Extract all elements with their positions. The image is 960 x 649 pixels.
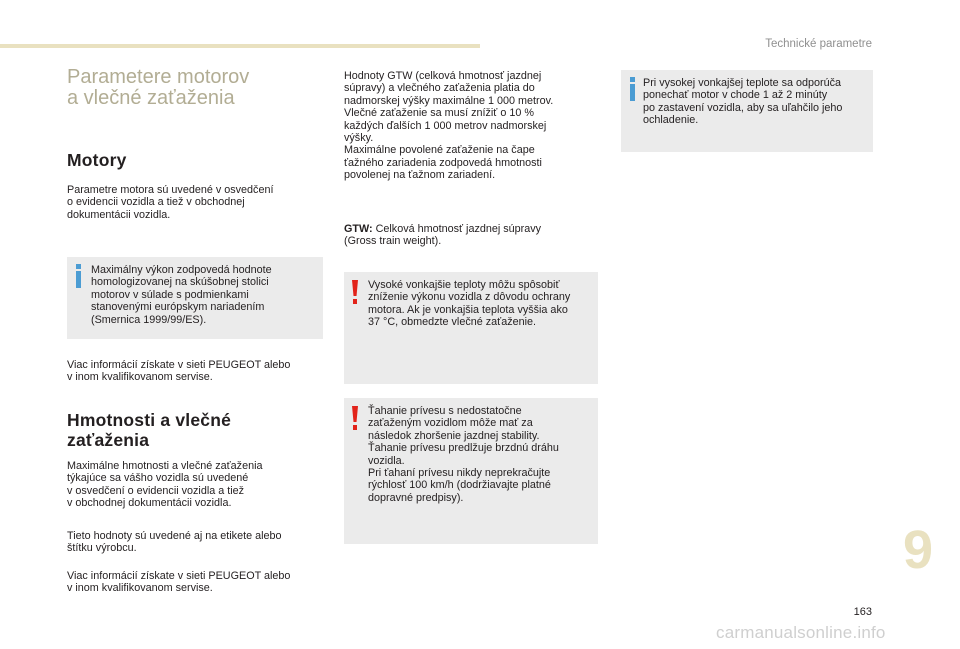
text-line: rýchlosť 100 km/h (dodržiavajte platné <box>368 479 551 492</box>
text-line: Pri ťahaní prívesu nikdy neprekračujte <box>368 467 551 480</box>
text-line: Vysoké vonkajšie teploty môžu spôsobiť <box>368 279 560 291</box>
heading-line: Hmotnosti a vlečné <box>67 410 232 430</box>
text-line: Parametre motora sú uvedené v osvedčení <box>67 184 274 196</box>
text-line: v inom kvalifikovanom servise. <box>67 371 213 384</box>
text-line: Maximálne povolené zaťaženie na čape <box>344 144 535 157</box>
text-line: Viac informácií získate v sieti PEUGEOT alebo <box>67 570 291 582</box>
text-line: motora. Ak je vonkajšia teplota vyššia ako <box>368 303 568 316</box>
text-line: Maximálne hmotnosti a vlečné zaťaženia <box>67 460 263 472</box>
text-line: v obchodnej dokumentácii vozidla. <box>67 497 232 510</box>
text-line: motorov v súlade s podmienkami <box>91 288 249 301</box>
warning-box-temperature <box>344 272 598 384</box>
text-line: zníženie výkonu vozidla z dôvodu ochrany <box>368 291 571 304</box>
page-number: 163 <box>853 606 872 618</box>
text-line <box>344 223 594 235</box>
text-line: Ťahanie prívesu predlžuje brzdnú dráhu <box>368 442 559 455</box>
text-line: ponechať motor v chode 1 až 2 minúty <box>643 89 828 102</box>
warning-icon <box>350 280 360 304</box>
gtw-label: GTW: <box>344 223 373 235</box>
watermark: carmanualsonline.info <box>716 623 886 642</box>
text-line: týkajúce sa vášho vozidla sú uvedené <box>67 472 249 485</box>
gtw-paragraph <box>344 70 594 182</box>
info-box-power <box>67 257 323 339</box>
info-icon <box>73 264 85 288</box>
text-line: Vlečné zaťaženie sa musí znížiť o 10 % <box>344 107 534 120</box>
text-line: Viac informácií získate v sieti PEUGEOT alebo <box>67 359 291 371</box>
motory-paragraph-2 <box>67 359 329 384</box>
text-line: následok zhoršenie jazdnej stability. <box>368 429 540 442</box>
text-line: ťažného zariadenia zodpovedá hmotnosti <box>344 156 542 169</box>
text-line: v inom kvalifikovanom servise. <box>67 582 213 595</box>
text-line: v osvedčení o evidencii vozidla a tiež <box>67 484 245 497</box>
text-line: Ťahanie prívesu s nedostatočne <box>368 405 522 417</box>
page-title-line-2: a vlečné zaťaženia <box>67 87 235 109</box>
header-rule <box>0 44 480 48</box>
hmotnosti-paragraph-3 <box>67 570 329 595</box>
heading-hmotnosti <box>67 410 231 450</box>
text-line: povolenej na ťažnom zariadení. <box>344 169 496 182</box>
text-line: nadmorskej výšky maximálne 1 000 metrov. <box>344 94 554 107</box>
warning-box-trailer <box>344 398 598 544</box>
text-line: po zastavení vozidla, aby sa uľahčilo jeho <box>643 101 843 114</box>
section-title: Technické parametre <box>765 38 872 50</box>
text-line: 37 °C, obmedzte vlečné zaťaženie. <box>368 316 537 329</box>
text-line: dopravné predpisy). <box>368 491 464 504</box>
gtw-definition <box>344 223 594 248</box>
heading-line: zaťaženia <box>67 430 150 450</box>
motory-paragraph-1 <box>67 184 327 221</box>
text-line: dokumentácii vozidla. <box>67 208 171 221</box>
heading-motory: Motory <box>67 150 127 170</box>
hmotnosti-paragraph-2 <box>67 530 329 555</box>
text-line: zaťaženým vozidlom môže mať za <box>368 417 533 430</box>
chapter-number: 9 <box>902 520 934 580</box>
text-line: ochladenie. <box>643 114 699 127</box>
text-line: stanovenými európskym nariadením <box>91 301 265 314</box>
text-line: Pri vysokej vonkajšej teplote sa odporúča <box>643 77 842 89</box>
text-line: homologizovanej na skúšobnej stolici <box>91 276 269 289</box>
text-line: o evidencii vozidla a tiež v obchodnej <box>67 196 245 209</box>
text-line: výšky. <box>344 132 374 145</box>
text-line: Maximálny výkon zodpovedá hodnote <box>91 264 272 276</box>
info-icon <box>627 77 639 101</box>
gtw-definition-text: Celková hmotnosť jazdnej súpravy <box>372 223 542 235</box>
page-title-line-1: Parametere motorov <box>67 66 250 88</box>
text-line: Hodnoty GTW (celková hmotnosť jazdnej <box>344 70 542 82</box>
warning-icon <box>350 406 360 430</box>
text-line: (Gross train weight). <box>344 235 442 248</box>
text-line: (Smernica 1999/99/ES). <box>91 313 207 326</box>
text-line: Tieto hodnoty sú uvedené aj na etikete alebo <box>67 530 282 542</box>
text-line: súpravy) a vlečného zaťaženia platia do <box>344 82 535 95</box>
text-line: štítku výrobcu. <box>67 542 137 555</box>
info-box-cooling <box>621 70 873 152</box>
text-line: vozidla. <box>368 454 405 467</box>
page-title <box>67 67 337 109</box>
text-line: každých ďalších 1 000 metrov nadmorskej <box>344 119 547 132</box>
hmotnosti-paragraph-1 <box>67 460 327 510</box>
